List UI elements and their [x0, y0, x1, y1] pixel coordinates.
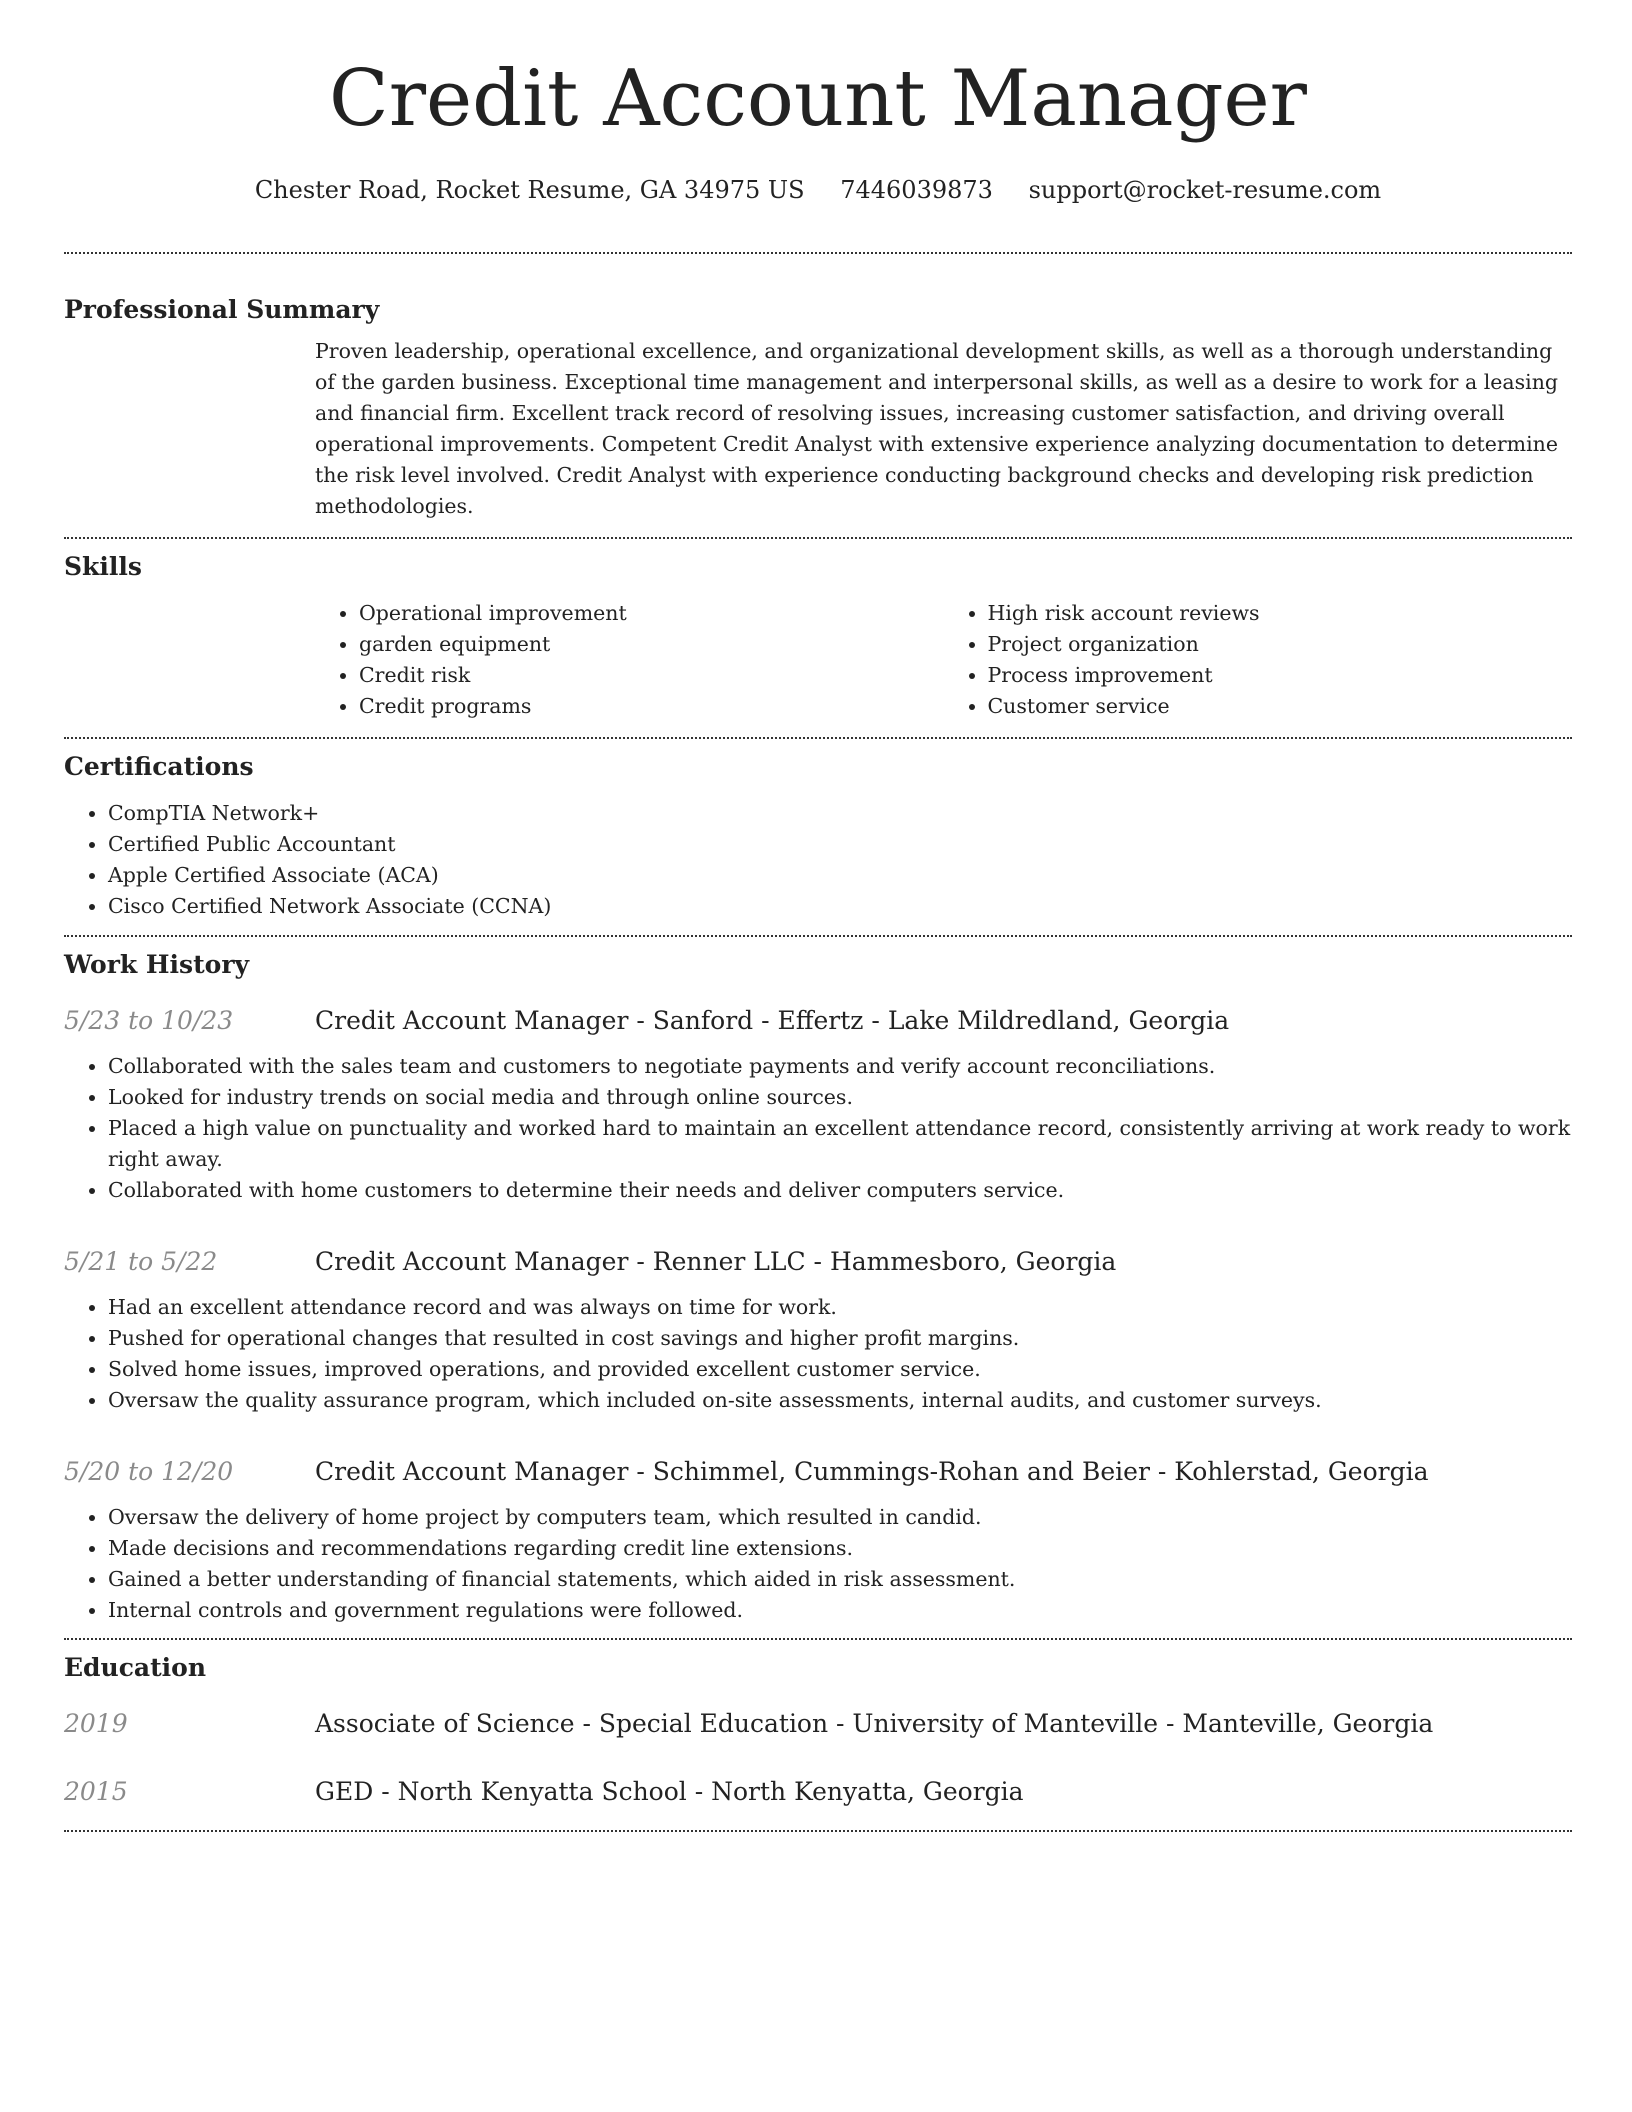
job-bullet: • Gained a better understanding of financial statements, which aided in risk assessment.	[108, 1564, 1572, 1595]
skill-item: • Customer service	[988, 691, 1573, 722]
education-entry	[64, 1776, 1572, 1808]
job-bullet: • Solved home issues, improved operations, and provided excellent customer service.	[108, 1354, 1572, 1385]
skills-column-left	[315, 598, 944, 722]
job-bullet: • Oversaw the quality assurance program, which included on-site assessments, internal audits, and customer surveys.	[108, 1385, 1572, 1416]
certification-item: • Certified Public Accountant	[108, 829, 1572, 860]
contact-line	[64, 174, 1572, 206]
skill-item: • Project organization	[988, 629, 1573, 660]
job-entry	[64, 1005, 1572, 1037]
job-date: 5/21 to 5/22	[64, 1247, 218, 1276]
job-heading: Credit Account Manager - Schimmel, Cummings-Rohan and Beier - Kohlerstad, Georgia	[315, 1457, 1429, 1486]
job-bullets	[64, 1502, 1572, 1626]
certification-item: • Apple Certified Associate (ACA)	[108, 860, 1572, 891]
job-bullet: • Collaborated with home customers to determine their needs and deliver computers service.	[108, 1175, 1572, 1206]
skill-item: • garden equipment	[359, 629, 944, 660]
job-entry	[64, 1456, 1572, 1488]
job-bullets	[64, 1051, 1572, 1206]
education-heading: GED - North Kenyatta School - North Kenyatta, Georgia	[315, 1777, 1024, 1806]
certification-item: • CompTIA Network+	[108, 798, 1572, 829]
skills-column-right	[944, 598, 1573, 722]
job-bullet: • Placed a high value on punctuality and worked hard to maintain an excellent attendance record, consistently arriving at work ready to work right away.	[108, 1113, 1572, 1175]
job-bullet: • Oversaw the delivery of home project by computers team, which resulted in candid.	[108, 1502, 1572, 1533]
job-bullet: • Collaborated with the sales team and customers to negotiate payments and verify account reconciliations.	[108, 1051, 1572, 1082]
job-date: 5/23 to 10/23	[64, 1006, 234, 1035]
education-heading: Associate of Science - Special Education - University of Manteville - Manteville, Georgia	[315, 1709, 1434, 1738]
contact-address: Chester Road, Rocket Resume, GA 34975 US	[254, 176, 805, 204]
section-title-summary: Professional Summary	[64, 295, 380, 324]
skills-list	[315, 598, 1572, 722]
job-bullets	[64, 1292, 1572, 1416]
skill-item: • Operational improvement	[359, 598, 944, 629]
job-bullet: • Made decisions and recommendations regarding credit line extensions.	[108, 1533, 1572, 1564]
job-bullet: • Pushed for operational changes that resulted in cost savings and higher profit margins.	[108, 1323, 1572, 1354]
certification-item: • Cisco Certified Network Associate (CCNA)	[108, 891, 1572, 922]
job-heading: Credit Account Manager - Renner LLC - Hammesboro, Georgia	[315, 1247, 1117, 1276]
job-heading: Credit Account Manager - Sanford - Effertz - Lake Mildredland, Georgia	[315, 1006, 1230, 1035]
section-divider	[64, 1830, 1572, 1832]
education-date: 2015	[64, 1777, 128, 1806]
summary-text: Proven leadership, operational excellence, and organizational development skills, as well as a thorough understanding of the garden business. Exceptional time management and interpersonal skills, as well as a desire to work for a leasing and financial firm. Excellent track record of resolving issues, increasing customer satisfaction, and driving overall operational improvements. Competent Credit Analyst with extensive experience analyzing documentation to determine the risk level involved. Credit Analyst with experience conducting background checks and developing risk prediction methodologies.	[315, 339, 1559, 518]
skill-item: • High risk account reviews	[988, 598, 1573, 629]
skill-item: • Credit risk	[359, 660, 944, 691]
job-bullet: • Had an excellent attendance record and was always on time for work.	[108, 1292, 1572, 1323]
job-entry	[64, 1246, 1572, 1278]
section-title-education: Education	[64, 1653, 207, 1682]
skill-item: • Credit programs	[359, 691, 944, 722]
skill-item: • Process improvement	[988, 660, 1573, 691]
resume-name: Credit Account Manager	[329, 54, 1307, 144]
education-date: 2019	[64, 1709, 128, 1738]
job-bullet: • Internal controls and government regulations were followed.	[108, 1595, 1572, 1626]
section-title-work-history: Work History	[64, 950, 250, 979]
contact-phone: 7446039873	[840, 176, 993, 204]
education-entry	[64, 1708, 1572, 1740]
contact-email: support@rocket-resume.com	[1028, 176, 1382, 204]
job-date: 5/20 to 12/20	[64, 1457, 234, 1486]
certifications-list	[64, 798, 1572, 922]
section-title-certifications: Certifications	[64, 752, 254, 781]
resume-page	[64, 0, 1572, 1832]
job-bullet: • Looked for industry trends on social media and through online sources.	[108, 1082, 1572, 1113]
section-title-skills: Skills	[64, 552, 142, 581]
